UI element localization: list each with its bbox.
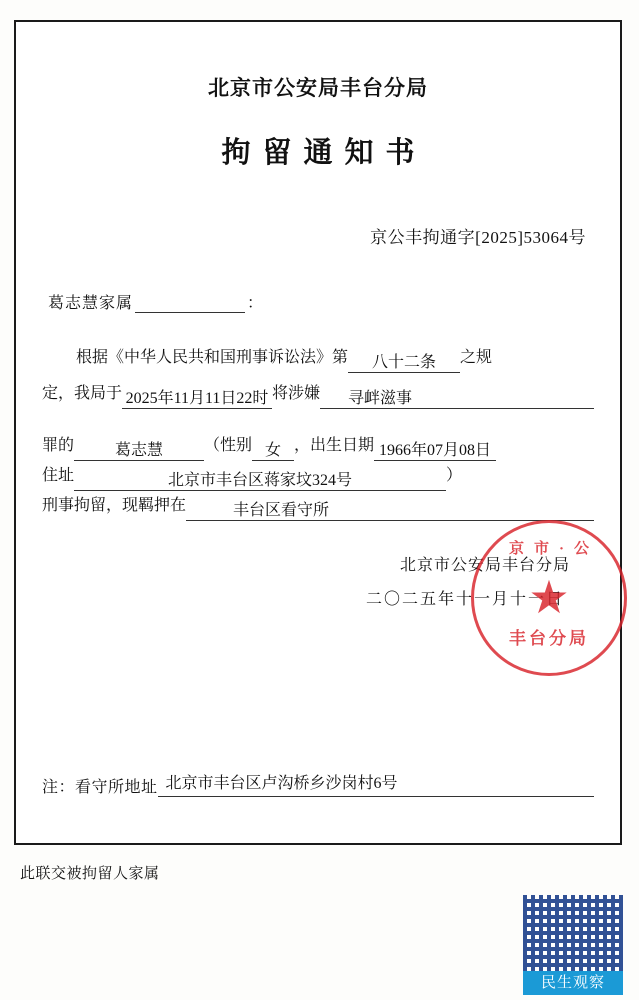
crime-suffix: 罪的 <box>42 437 75 454</box>
address-close-paren: ） <box>446 467 463 484</box>
gender-label: （性别 <box>204 437 253 454</box>
copy-distribution-note: 此联交被拘留人家属 <box>20 866 160 882</box>
body-line-3 <box>42 431 594 461</box>
address-label: 住址 <box>42 467 75 484</box>
recipient-row <box>42 290 594 313</box>
crime-trailing-blank <box>440 384 594 409</box>
custody-prefix: 刑事拘留，现羁押在 <box>42 497 187 514</box>
crime-blank: 寻衅滋事 <box>320 384 440 409</box>
legal-basis-suffix: 之规 <box>460 349 493 366</box>
article-number-blank: 八十二条 <box>348 348 460 373</box>
legal-body-text <box>42 343 594 521</box>
watermark-label: 民生观察 <box>523 971 623 995</box>
detention-center-address-row <box>42 772 594 797</box>
suspected-of-label: 将涉嫌 <box>272 385 321 402</box>
note-value: 北京市丰台区卢沟桥乡沙岗村6号 <box>158 772 594 797</box>
seal-bottom-text: 丰台分局 <box>509 629 589 648</box>
body-line-2 <box>42 379 594 409</box>
custody-place-blank: 丰台区看守所 <box>186 496 376 521</box>
detention-prefix: 定，我局于 <box>42 385 123 402</box>
legal-basis-text: 根据《中华人民共和国刑事诉讼法》第 <box>76 349 349 366</box>
body-line-4 <box>42 461 594 491</box>
watermark-qr-block <box>523 895 623 995</box>
body-line-1 <box>42 343 594 373</box>
detention-datetime-blank: 2025年11月11日22时 <box>122 384 272 409</box>
document-title: 拘留通知书 <box>221 137 427 169</box>
birth-label: ，出生日期 <box>294 437 375 454</box>
note-label: 注：看守所地址 <box>42 779 158 796</box>
birth-date-blank: 1966年07月08日 <box>374 436 496 461</box>
issue-date: 二〇二五年十一月十一日 <box>365 591 564 608</box>
seal-star-icon: ★ <box>528 572 570 623</box>
document-frame <box>14 20 622 845</box>
issuer-signature: 北京市公安局丰台分局 <box>399 557 570 574</box>
seal-top-text: 京市·公 <box>508 541 599 557</box>
address-blank: 北京市丰台区蒋家坟324号 <box>74 466 446 491</box>
recipient-blank-line <box>135 297 245 313</box>
document-number: 京公丰拘通字[2025]53064号 <box>370 228 586 247</box>
suspect-name-blank: 葛志慧 <box>74 436 204 461</box>
issuing-organization-title: 北京市公安局丰台分局 <box>208 76 428 100</box>
document-body <box>16 22 620 843</box>
signature-block <box>42 549 594 617</box>
recipient-colon: ： <box>247 295 264 312</box>
custody-trailing-blank <box>376 496 594 521</box>
recipient-name: 葛志慧家属 <box>48 295 134 312</box>
gender-blank: 女 <box>252 436 294 461</box>
qr-code-icon <box>523 895 623 971</box>
body-line-5 <box>42 491 594 521</box>
